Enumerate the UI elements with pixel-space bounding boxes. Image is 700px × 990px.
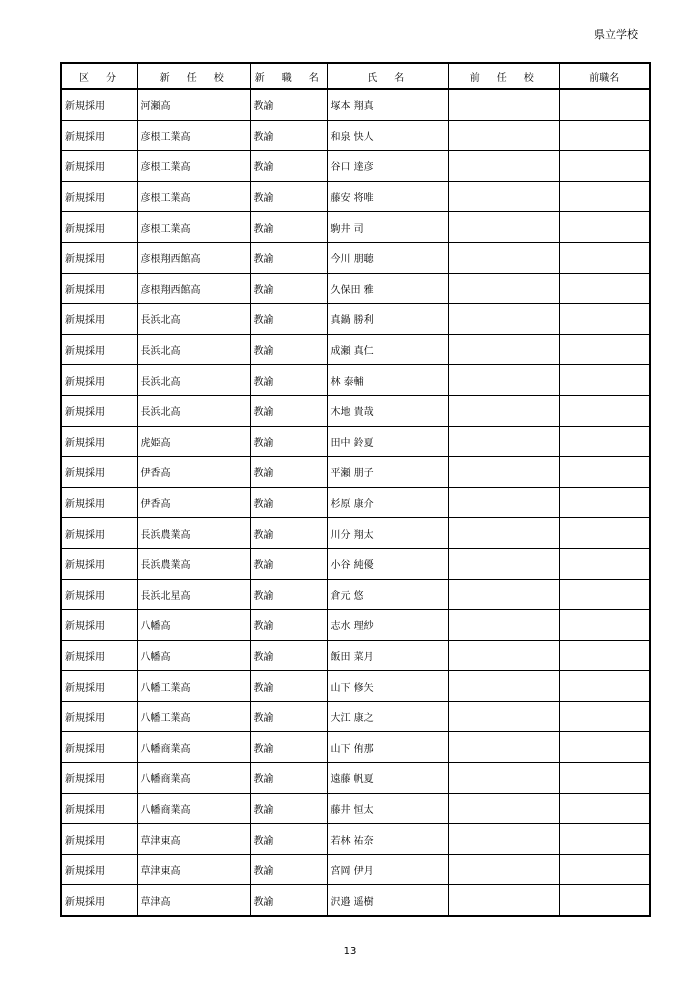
cell-new-school: 八幡商業高 xyxy=(137,793,250,824)
cell-new-position: 教諭 xyxy=(250,273,327,304)
cell-new-school: 草津東高 xyxy=(137,854,250,885)
cell-name: 林 泰輔 xyxy=(327,365,448,396)
cell-previous-position xyxy=(559,89,650,120)
cell-previous-school xyxy=(448,824,559,855)
personnel-table xyxy=(60,62,651,917)
cell-new-position: 教諭 xyxy=(250,426,327,457)
cell-new-school: 河瀬高 xyxy=(137,89,250,120)
table-row xyxy=(61,885,650,916)
table-row xyxy=(61,334,650,365)
cell-new-school: 彦根工業高 xyxy=(137,151,250,182)
table-row xyxy=(61,120,650,151)
cell-previous-position xyxy=(559,885,650,916)
cell-category: 新規採用 xyxy=(61,732,137,763)
table-row xyxy=(61,212,650,243)
cell-new-school: 長浜北高 xyxy=(137,365,250,396)
cell-new-position: 教諭 xyxy=(250,457,327,488)
cell-previous-position xyxy=(559,610,650,641)
cell-new-position: 教諭 xyxy=(250,824,327,855)
cell-category: 新規採用 xyxy=(61,885,137,916)
cell-name: 塚本 翔真 xyxy=(327,89,448,120)
cell-previous-position xyxy=(559,824,650,855)
cell-previous-school xyxy=(448,304,559,335)
cell-name: 今川 朋聴 xyxy=(327,242,448,273)
cell-new-position: 教諭 xyxy=(250,395,327,426)
cell-category: 新規採用 xyxy=(61,487,137,518)
cell-previous-position xyxy=(559,273,650,304)
cell-previous-school xyxy=(448,487,559,518)
cell-previous-position xyxy=(559,365,650,396)
table-row xyxy=(61,854,650,885)
cell-name: 山下 修矢 xyxy=(327,671,448,702)
column-header-category: 区 分 xyxy=(61,63,137,89)
table-row xyxy=(61,242,650,273)
cell-previous-school xyxy=(448,181,559,212)
cell-category: 新規採用 xyxy=(61,518,137,549)
cell-previous-school xyxy=(448,610,559,641)
table-row xyxy=(61,365,650,396)
cell-new-position: 教諭 xyxy=(250,151,327,182)
cell-name: 真鍋 勝利 xyxy=(327,304,448,335)
cell-new-school: 彦根工業高 xyxy=(137,181,250,212)
table-row xyxy=(61,487,650,518)
cell-previous-position xyxy=(559,120,650,151)
cell-new-school: 八幡高 xyxy=(137,640,250,671)
column-header-previous-position: 前職名 xyxy=(559,63,650,89)
cell-previous-school xyxy=(448,732,559,763)
cell-category: 新規採用 xyxy=(61,212,137,243)
table-row xyxy=(61,732,650,763)
cell-name: 沢邉 遥樹 xyxy=(327,885,448,916)
table-row xyxy=(61,89,650,120)
cell-name: 山下 侑那 xyxy=(327,732,448,763)
cell-previous-school xyxy=(448,579,559,610)
cell-category: 新規採用 xyxy=(61,548,137,579)
table-row xyxy=(61,579,650,610)
cell-previous-school xyxy=(448,701,559,732)
page-number: 13 xyxy=(343,946,357,957)
cell-previous-position xyxy=(559,548,650,579)
table-row xyxy=(61,824,650,855)
cell-new-school: 長浜北高 xyxy=(137,334,250,365)
cell-previous-school xyxy=(448,365,559,396)
cell-new-school: 長浜北高 xyxy=(137,304,250,335)
cell-previous-school xyxy=(448,640,559,671)
table-row xyxy=(61,640,650,671)
cell-name: 若林 祐奈 xyxy=(327,824,448,855)
cell-name: 川分 翔太 xyxy=(327,518,448,549)
cell-name: 飯田 菜月 xyxy=(327,640,448,671)
cell-previous-position xyxy=(559,212,650,243)
cell-new-position: 教諭 xyxy=(250,885,327,916)
cell-previous-school xyxy=(448,854,559,885)
table-row xyxy=(61,671,650,702)
table-row xyxy=(61,181,650,212)
cell-new-position: 教諭 xyxy=(250,212,327,243)
cell-previous-position xyxy=(559,854,650,885)
cell-new-position: 教諭 xyxy=(250,793,327,824)
cell-new-school: 伊香高 xyxy=(137,487,250,518)
cell-previous-school xyxy=(448,120,559,151)
cell-new-school: 長浜北星高 xyxy=(137,579,250,610)
cell-new-position: 教諭 xyxy=(250,854,327,885)
cell-category: 新規採用 xyxy=(61,824,137,855)
cell-name: 宮岡 伊月 xyxy=(327,854,448,885)
cell-category: 新規採用 xyxy=(61,120,137,151)
column-header-new-school: 新 任 校 xyxy=(137,63,250,89)
cell-previous-position xyxy=(559,334,650,365)
cell-new-position: 教諭 xyxy=(250,181,327,212)
cell-previous-position xyxy=(559,304,650,335)
table-row xyxy=(61,793,650,824)
cell-new-position: 教諭 xyxy=(250,334,327,365)
table-row xyxy=(61,304,650,335)
cell-category: 新規採用 xyxy=(61,579,137,610)
cell-category: 新規採用 xyxy=(61,334,137,365)
cell-previous-school xyxy=(448,763,559,794)
cell-previous-school xyxy=(448,334,559,365)
table-row xyxy=(61,548,650,579)
table-row xyxy=(61,273,650,304)
cell-name: 久保田 雅 xyxy=(327,273,448,304)
cell-previous-school xyxy=(448,89,559,120)
cell-category: 新規採用 xyxy=(61,457,137,488)
cell-category: 新規採用 xyxy=(61,365,137,396)
cell-previous-school xyxy=(448,793,559,824)
cell-previous-school xyxy=(448,426,559,457)
cell-new-position: 教諭 xyxy=(250,640,327,671)
cell-category: 新規採用 xyxy=(61,671,137,702)
cell-new-school: 彦根翔西館高 xyxy=(137,242,250,273)
cell-new-position: 教諭 xyxy=(250,763,327,794)
cell-new-position: 教諭 xyxy=(250,365,327,396)
cell-previous-position xyxy=(559,579,650,610)
table-row xyxy=(61,518,650,549)
cell-name: 藤安 将唯 xyxy=(327,181,448,212)
cell-previous-school xyxy=(448,273,559,304)
table-header-row xyxy=(61,63,650,89)
cell-new-school: 長浜農業高 xyxy=(137,518,250,549)
column-header-name: 氏 名 xyxy=(327,63,448,89)
cell-previous-position xyxy=(559,151,650,182)
cell-previous-school xyxy=(448,395,559,426)
cell-name: 成瀬 真仁 xyxy=(327,334,448,365)
cell-category: 新規採用 xyxy=(61,793,137,824)
column-header-new-position: 新 職 名 xyxy=(250,63,327,89)
cell-new-position: 教諭 xyxy=(250,548,327,579)
cell-new-position: 教諭 xyxy=(250,732,327,763)
cell-category: 新規採用 xyxy=(61,89,137,120)
cell-new-school: 長浜農業高 xyxy=(137,548,250,579)
cell-new-school: 草津東高 xyxy=(137,824,250,855)
cell-name: 遠藤 帆夏 xyxy=(327,763,448,794)
cell-previous-position xyxy=(559,487,650,518)
table-row xyxy=(61,151,650,182)
cell-new-school: 虎姫高 xyxy=(137,426,250,457)
table-body xyxy=(61,89,650,916)
cell-new-position: 教諭 xyxy=(250,518,327,549)
cell-category: 新規採用 xyxy=(61,701,137,732)
cell-new-school: 伊香高 xyxy=(137,457,250,488)
cell-new-school: 八幡工業高 xyxy=(137,701,250,732)
cell-new-position: 教諭 xyxy=(250,304,327,335)
cell-new-position: 教諭 xyxy=(250,89,327,120)
cell-previous-position xyxy=(559,457,650,488)
cell-name: 藤井 恒太 xyxy=(327,793,448,824)
cell-previous-position xyxy=(559,701,650,732)
cell-previous-position xyxy=(559,793,650,824)
table-row xyxy=(61,457,650,488)
column-header-previous-school: 前 任 校 xyxy=(448,63,559,89)
cell-new-school: 彦根工業高 xyxy=(137,212,250,243)
cell-category: 新規採用 xyxy=(61,395,137,426)
cell-name: 田中 鈴夏 xyxy=(327,426,448,457)
table-row xyxy=(61,610,650,641)
table-row xyxy=(61,426,650,457)
cell-new-position: 教諭 xyxy=(250,610,327,641)
cell-previous-school xyxy=(448,242,559,273)
cell-previous-school xyxy=(448,457,559,488)
cell-new-school: 彦根工業高 xyxy=(137,120,250,151)
cell-new-position: 教諭 xyxy=(250,671,327,702)
cell-name: 倉元 悠 xyxy=(327,579,448,610)
cell-previous-position xyxy=(559,671,650,702)
cell-new-position: 教諭 xyxy=(250,242,327,273)
cell-name: 和泉 快人 xyxy=(327,120,448,151)
cell-previous-position xyxy=(559,426,650,457)
cell-previous-position xyxy=(559,242,650,273)
cell-new-position: 教諭 xyxy=(250,120,327,151)
cell-category: 新規採用 xyxy=(61,640,137,671)
cell-previous-school xyxy=(448,548,559,579)
cell-name: 木地 貴哉 xyxy=(327,395,448,426)
table-row xyxy=(61,763,650,794)
cell-new-position: 教諭 xyxy=(250,701,327,732)
cell-name: 志水 理紗 xyxy=(327,610,448,641)
cell-previous-position xyxy=(559,732,650,763)
cell-previous-school xyxy=(448,518,559,549)
table-row xyxy=(61,701,650,732)
cell-new-school: 八幡高 xyxy=(137,610,250,641)
cell-new-school: 八幡商業高 xyxy=(137,763,250,794)
cell-new-school: 八幡工業高 xyxy=(137,671,250,702)
cell-previous-school xyxy=(448,885,559,916)
cell-previous-position xyxy=(559,518,650,549)
cell-category: 新規採用 xyxy=(61,181,137,212)
cell-new-position: 教諭 xyxy=(250,579,327,610)
cell-previous-position xyxy=(559,640,650,671)
cell-new-school: 彦根翔西館高 xyxy=(137,273,250,304)
cell-category: 新規採用 xyxy=(61,426,137,457)
cell-previous-school xyxy=(448,151,559,182)
cell-name: 杉原 康介 xyxy=(327,487,448,518)
cell-name: 大江 康之 xyxy=(327,701,448,732)
cell-category: 新規採用 xyxy=(61,273,137,304)
cell-new-school: 草津高 xyxy=(137,885,250,916)
cell-category: 新規採用 xyxy=(61,854,137,885)
cell-name: 小谷 純優 xyxy=(327,548,448,579)
cell-name: 駒井 司 xyxy=(327,212,448,243)
cell-previous-position xyxy=(559,181,650,212)
cell-category: 新規採用 xyxy=(61,610,137,641)
table-row xyxy=(61,395,650,426)
cell-category: 新規採用 xyxy=(61,763,137,794)
cell-new-school: 八幡商業高 xyxy=(137,732,250,763)
cell-category: 新規採用 xyxy=(61,151,137,182)
cell-name: 谷口 達彦 xyxy=(327,151,448,182)
cell-previous-school xyxy=(448,212,559,243)
cell-previous-position xyxy=(559,395,650,426)
cell-previous-position xyxy=(559,763,650,794)
cell-new-position: 教諭 xyxy=(250,487,327,518)
cell-name: 平瀬 朋子 xyxy=(327,457,448,488)
cell-new-school: 長浜北高 xyxy=(137,395,250,426)
header-category-label: 県立学校 xyxy=(594,28,638,41)
cell-category: 新規採用 xyxy=(61,304,137,335)
cell-previous-school xyxy=(448,671,559,702)
cell-category: 新規採用 xyxy=(61,242,137,273)
